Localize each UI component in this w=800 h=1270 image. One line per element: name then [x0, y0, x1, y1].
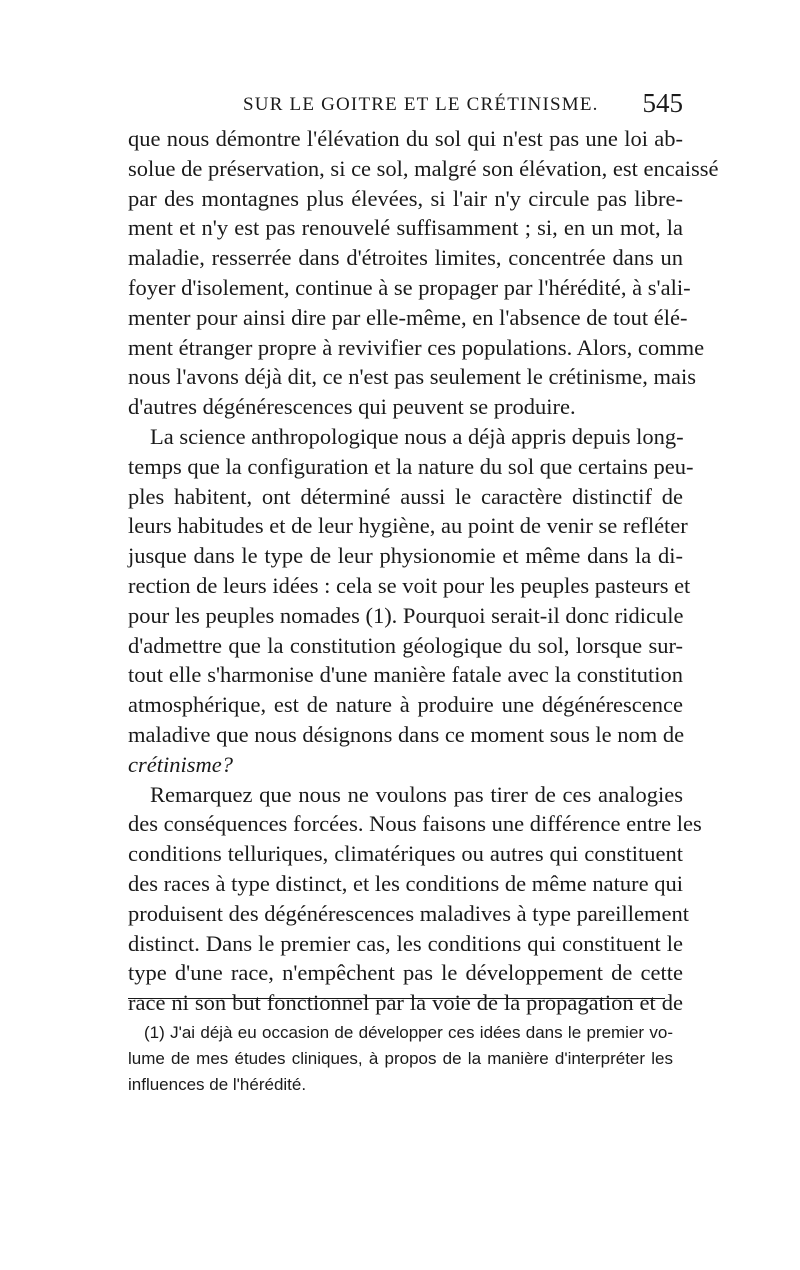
text-line: rection de leurs idées : cela se voit pour les peuples pasteurs et [128, 572, 691, 598]
text-line: distinct. Dans le premier cas, les conditions qui constituent le [128, 930, 683, 956]
text-line: leurs habitudes et de leur hygiène, au point de venir se refléter [128, 513, 688, 539]
running-header [128, 88, 683, 124]
text-line: maladive que nous désignons dans ce moment sous le nom de [128, 721, 685, 747]
body-text [128, 124, 719, 1018]
text-line: solue de préservation, si ce sol, malgré son élévation, est encaissé [128, 155, 719, 181]
text-line: jusque dans le type de leur physionomie et même dans la di- [128, 543, 683, 569]
running-title: SUR LE GOITRE ET LE CRÉTINISME. [243, 94, 599, 115]
footnote-divider [128, 998, 665, 999]
footnote-line: lume de mes études cliniques, à propos de la manière d'interpréter les [128, 1049, 673, 1068]
text-line: nous l'avons déjà dit, ce n'est pas seulement le crétinisme, mais [128, 364, 696, 390]
footnote-line: influences de l'hérédité. [128, 1075, 307, 1094]
text-line: type d'une race, n'empêchent pas le développement de cette [128, 960, 683, 986]
text-line: atmosphérique, est de nature à produire une dégénérescence [128, 692, 683, 718]
text-line: menter pour ainsi dire par elle-même, en l'absence de tout élé- [128, 304, 688, 330]
text-line: que nous démontre l'élévation du sol qui n'est pas une loi ab- [128, 126, 683, 151]
text-line: d'autres dégénérescences qui peuvent se produire. [128, 394, 576, 420]
text-line: conditions telluriques, climatériques ou autres qui constituent [128, 841, 683, 867]
footnote-line: (1) J'ai déjà eu occasion de développer ces idées dans le premier vo- [144, 1023, 673, 1042]
text-line: crétinisme? [128, 751, 233, 777]
text-line: des races à type distinct, et les conditions de même nature qui [128, 870, 683, 896]
text-line: foyer d'isolement, continue à se propager par l'hérédité, à s'ali- [128, 274, 691, 300]
text-line: race ni son but fonctionnel par la voie de la propagation et de [128, 990, 683, 1016]
text-line: des conséquences forcées. Nous faisons une différence entre les [128, 811, 702, 837]
text-line: ment étranger propre à revivifier ces populations. Alors, comme [128, 334, 705, 360]
text-line: d'admettre que la constitution géologique du sol, lorsque sur- [128, 632, 683, 658]
text-line: maladie, resserrée dans d'étroites limites, concentrée dans un [128, 245, 683, 271]
text-line: La science anthropologique nous a déjà appris depuis long- [150, 423, 684, 449]
text-line: ples habitent, ont déterminé aussi le caractère distinctif de [128, 483, 683, 509]
text-line: produisent des dégénérescences maladives à type pareillement [128, 900, 690, 926]
text-line: pour les peuples nomades (1). Pourquoi serait-il donc ridicule [128, 602, 684, 628]
text-line: tout elle s'harmonise d'une manière fatale avec la constitution [128, 662, 683, 688]
text-line: Remarquez que nous ne voulons pas tirer de ces analogies [150, 781, 683, 807]
text-line: ment et n'y est pas renouvelé suffisamment ; si, en un mot, la [128, 215, 683, 241]
text-line: temps que la configuration et la nature du sol que certains peu- [128, 453, 694, 479]
footnotes [128, 1020, 673, 1098]
text-line: par des montagnes plus élevées, si l'air n'y circule pas libre- [128, 185, 683, 211]
page-number: 545 [642, 88, 683, 118]
